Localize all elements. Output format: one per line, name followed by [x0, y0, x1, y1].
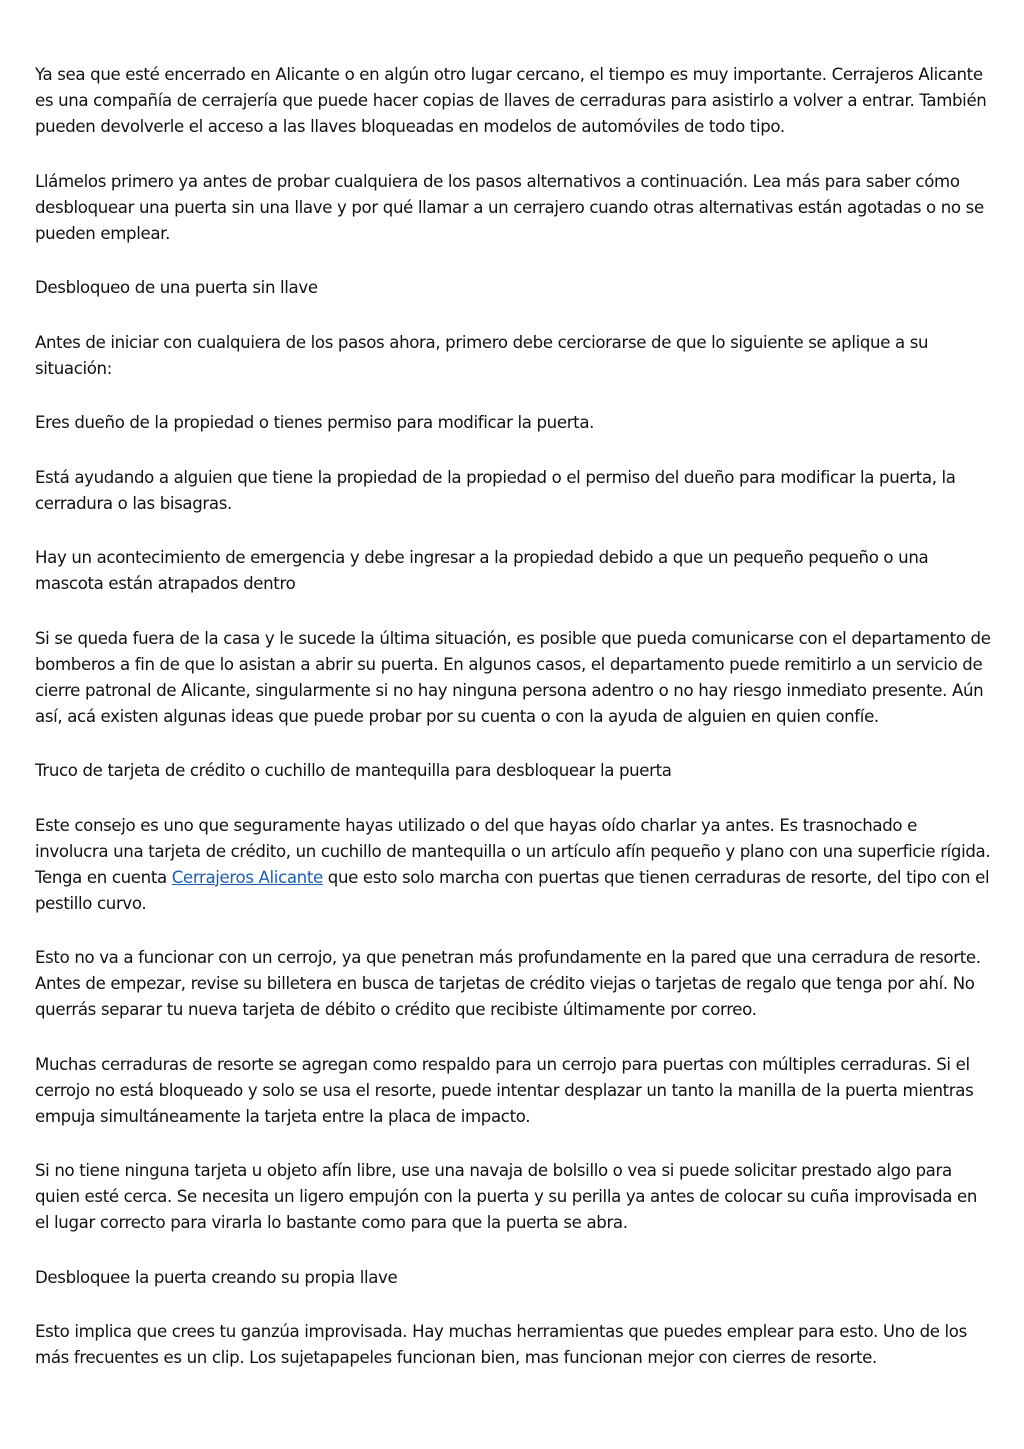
- paragraph-before-starting: Antes de iniciar con cualquiera de los pasos ahora, primero debe cerciorarse de que lo siguiente se aplique a su situación:: [35, 332, 929, 378]
- paragraph-credit-card-tip: [35, 813, 991, 917]
- paragraph-paper-clip: Esto implica que crees tu ganzúa improvisada. Hay muchas herramientas que puedes emplear para esto. Uno de los más frecuentes es un clip. Los sujetapapeles funcionan bien, mas funcionan mejor con cierres de resorte.: [35, 1322, 967, 1367]
- heading-unlock-without-key: Desbloqueo de una puerta sin llave: [35, 278, 318, 297]
- paragraph-fire-department: Si se queda fuera de la casa y le sucede la última situación, es posible que pueda comunicarse con el departamento de bomberos a fin de que lo asistan a abrir su puerta. En algunos casos, el departamento puede remitirlo a un servicio de cierre patronal de Alicante, singularmente si no hay ninguna persona adentro o no hay riesgo inmediato presente. Aún así, acá existen algunas ideas que puede probar por su cuenta o con la ayuda de alguien en quien confíe.: [35, 628, 991, 726]
- paragraph-owner-condition: Eres dueño de la propiedad o tienes permiso para modificar la puerta.: [35, 413, 595, 432]
- cerrajeros-alicante-link[interactable]: Cerrajeros Alicante: [171, 867, 323, 887]
- paragraph-deadbolt-warning: Esto no va a funcionar con un cerrojo, ya que penetran más profundamente en la pared que una cerradura de resorte. Antes de empezar, revise su billetera en busca de tarjetas de crédito viejas o tarjetas de regalo que tenga por ahí. No querrás separar tu nueva tarjeta de débito o crédito que recibiste últimamente por correo.: [35, 948, 981, 1019]
- paragraph-intro: Ya sea que esté encerrado en Alicante o en algún otro lugar cercano, el tiempo es muy importante. Cerrajeros Alicante es una compañía de cerrajería que puede hacer copias de llaves de cerraduras para asistirlo a volver a entrar. También pueden devolverle el acceso a las llaves bloqueadas en modelos de automóviles de todo tipo.: [35, 65, 987, 136]
- tip-text-before-link: Este consejo es uno que seguramente hayas utilizado o del que hayas oído charlar ya antes. Es trasnochado e involucra una tarjeta de crédito, un cuchillo de mantequilla o un artículo afín pequeño y plano con una superficie rígida. Tenga en cuenta: [35, 815, 991, 887]
- paragraph-emergency-condition: Hay un acontecimiento de emergencia y debe ingresar a la propiedad debido a que un pequeño pequeño o una mascota están atrapados dentro: [35, 548, 929, 593]
- document-body: [35, 62, 991, 1400]
- paragraph-pocket-knife: Si no tiene ninguna tarjeta u objeto afín libre, use una navaja de bolsillo o vea si puede solicitar prestado algo para quien esté cerca. Se necesita un ligero empujón con la puerta y su perilla ya antes de colocar su cuña improvisada en el lugar correcto para virarla lo bastante como para que la puerta se abra.: [35, 1161, 978, 1232]
- heading-make-own-key: Desbloquee la puerta creando su propia llave: [35, 1267, 398, 1287]
- tip-text-after-link: que esto solo marcha con puertas que tienen cerraduras de resorte, del tipo con el pestillo curvo.: [35, 867, 990, 913]
- paragraph-spring-locks: Muchas cerraduras de resorte se agregan como respaldo para un cerrojo para puertas con múltiples cerraduras. Si el cerrojo no está bloqueado y solo se usa el resorte, puede intentar desplazar un tanto la manilla de la puerta mientras empuja simultáneamente la tarjeta entre la placa de impacto.: [35, 1054, 974, 1126]
- heading-credit-card-trick: Truco de tarjeta de crédito o cuchillo de mantequilla para desbloquear la puerta: [35, 761, 672, 780]
- paragraph-call-first: Llámelos primero ya antes de probar cualquiera de los pasos alternativos a continuación. Lea más para saber cómo desbloquear una puerta sin una llave y por qué llamar a un cerrajero cuando otras alternativas están agotadas o no se pueden emplear.: [35, 171, 984, 243]
- paragraph-helping-condition: Está ayudando a alguien que tiene la propiedad de la propiedad o el permiso del dueño para modificar la puerta, la cerradura o las bisagras.: [35, 467, 956, 513]
